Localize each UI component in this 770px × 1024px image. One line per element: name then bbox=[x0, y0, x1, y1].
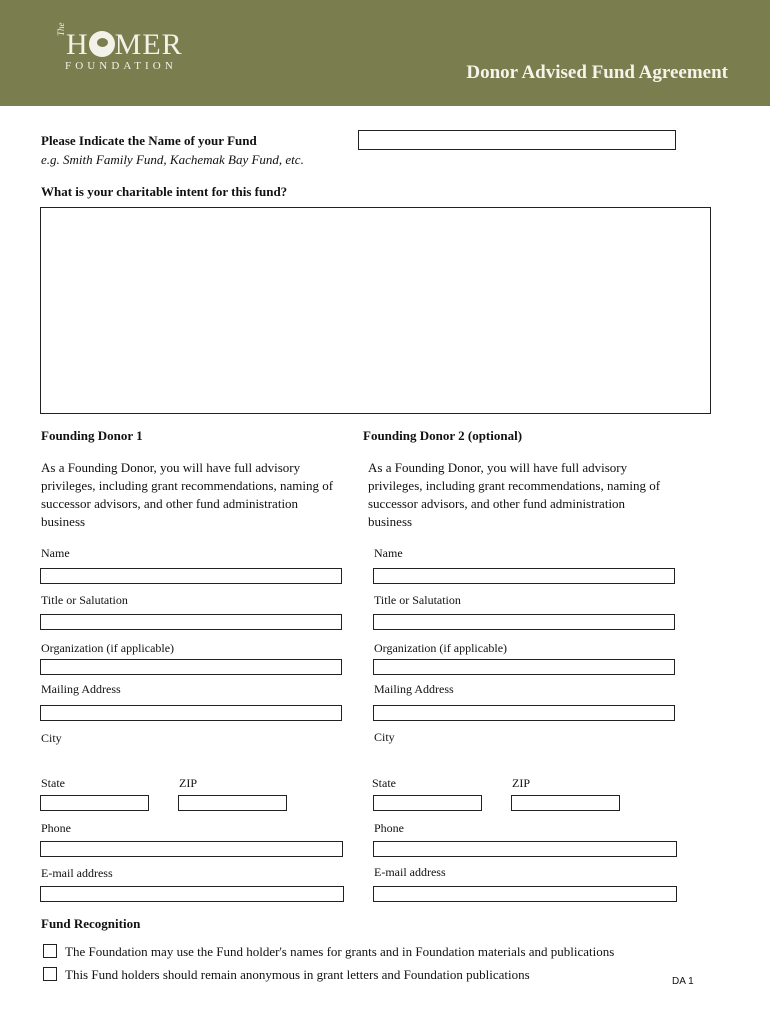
donor2-org-label: Organization (if applicable) bbox=[374, 641, 508, 655]
donor1-email-field[interactable] bbox=[40, 886, 344, 902]
donor2-name-label: Name bbox=[374, 546, 403, 560]
donor1-email-label: E-mail address bbox=[41, 866, 113, 880]
donor2-state-field[interactable] bbox=[373, 795, 482, 811]
donor1-address-label: Mailing Address bbox=[41, 682, 121, 696]
donor2-title-label: Title or Salutation bbox=[374, 593, 461, 607]
logo-homer-h: H bbox=[66, 28, 89, 61]
donor2-zip-field[interactable] bbox=[511, 795, 620, 811]
donor1-description: As a Founding Donor, you will have full advisory privileges, including grant recommendations, naming of successor advisors, and other fund administration business bbox=[41, 460, 334, 529]
donor2-name-field[interactable] bbox=[373, 568, 675, 584]
recognition-option1-label: The Foundation may use the Fund holder's names for grants and in Foundation materials and publications bbox=[65, 944, 615, 959]
donor2-heading: Founding Donor 2 (optional) bbox=[363, 428, 523, 443]
donor2-email-field[interactable] bbox=[373, 886, 677, 902]
donor1-address-field[interactable] bbox=[40, 705, 342, 721]
donor2-email-label: E-mail address bbox=[374, 865, 446, 879]
page-code: DA 1 bbox=[672, 976, 694, 987]
donor1-state-field[interactable] bbox=[40, 795, 149, 811]
fund-recognition-heading: Fund Recognition bbox=[41, 916, 141, 931]
donor1-heading: Founding Donor 1 bbox=[41, 428, 143, 443]
logo-o-mark-icon bbox=[89, 31, 115, 57]
donor1-phone-label: Phone bbox=[41, 821, 71, 835]
fund-name-label: Please Indicate the Name of your Fund bbox=[41, 133, 257, 148]
donor1-phone-field[interactable] bbox=[40, 841, 343, 857]
recognition-option1-checkbox[interactable] bbox=[43, 944, 57, 958]
donor2-title-field[interactable] bbox=[373, 614, 675, 630]
donor1-name-label: Name bbox=[41, 546, 70, 560]
donor1-city-field[interactable] bbox=[40, 751, 342, 767]
donor2-address-label: Mailing Address bbox=[374, 682, 454, 696]
donor2-description: As a Founding Donor, you will have full advisory privileges, including grant recommendations, naming of successor advisors, and other fund administration business bbox=[368, 460, 661, 529]
donor1-title-field[interactable] bbox=[40, 614, 342, 630]
donor2-city-label: City bbox=[374, 730, 395, 744]
document-title: Donor Advised Fund Agreement bbox=[466, 62, 728, 83]
charitable-intent-label: What is your charitable intent for this fund? bbox=[41, 184, 288, 199]
donor2-phone-field[interactable] bbox=[373, 841, 677, 857]
donor1-org-field[interactable] bbox=[40, 659, 342, 675]
page-header bbox=[0, 0, 770, 106]
donor1-zip-field[interactable] bbox=[178, 795, 287, 811]
donor2-state-label: State bbox=[372, 776, 396, 790]
fund-name-field[interactable] bbox=[358, 130, 676, 150]
donor1-title-label: Title or Salutation bbox=[41, 593, 128, 607]
logo-homer-rest: MER bbox=[114, 28, 183, 61]
donor2-address-field[interactable] bbox=[373, 705, 675, 721]
donor2-phone-label: Phone bbox=[374, 821, 404, 835]
fund-name-example: e.g. Smith Family Fund, Kachemak Bay Fund, etc. bbox=[41, 152, 304, 167]
donor1-name-field[interactable] bbox=[40, 568, 342, 584]
homer-foundation-logo bbox=[52, 22, 212, 78]
donor1-state-label: State bbox=[41, 776, 65, 790]
donor1-org-label: Organization (if applicable) bbox=[41, 641, 175, 655]
donor2-zip-label: ZIP bbox=[512, 776, 530, 790]
recognition-option2-label: This Fund holders should remain anonymous in grant letters and Foundation publications bbox=[65, 967, 530, 982]
logo-the-text: The bbox=[56, 22, 66, 36]
charitable-intent-textarea[interactable] bbox=[40, 207, 711, 414]
donor2-org-field[interactable] bbox=[373, 659, 675, 675]
donor2-city-field[interactable] bbox=[373, 751, 675, 767]
donor1-zip-label: ZIP bbox=[179, 776, 197, 790]
recognition-option2-checkbox[interactable] bbox=[43, 967, 57, 981]
logo-foundation-text: FOUNDATION bbox=[65, 60, 177, 72]
donor1-city-label: City bbox=[41, 731, 62, 745]
